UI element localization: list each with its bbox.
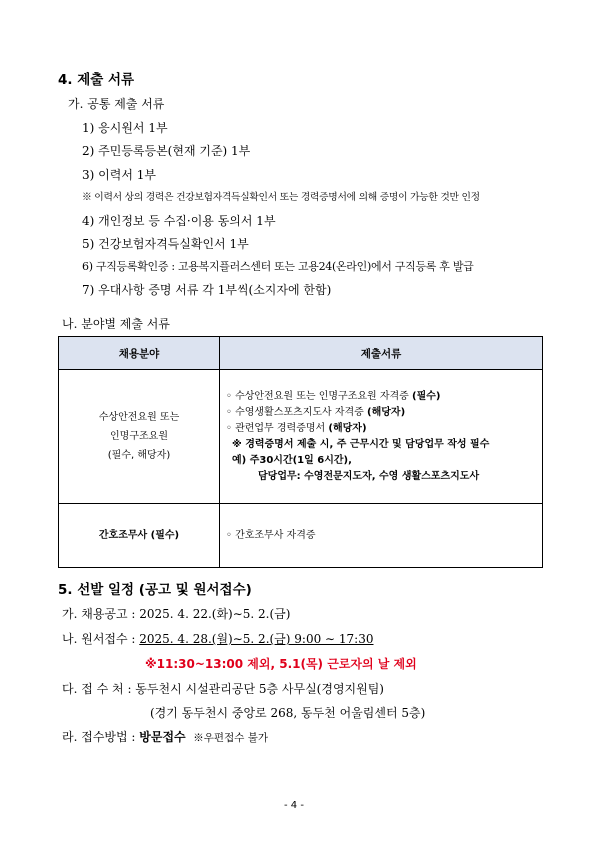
application-method: 라. 접수방법 : 방문접수 ※우편접수 불가	[62, 730, 268, 744]
doc-line-1: ◦ 수상안전요원 또는 인명구조요원 자격증 (필수)	[226, 390, 441, 402]
common-doc-item-2: 2) 주민등록등본(현재 기준) 1부	[82, 144, 251, 158]
common-doc-item-5: 5) 건강보험자격득실확인서 1부	[82, 237, 249, 251]
field-nurse-aide: 간호조무사 (필수)	[59, 504, 220, 568]
section5-title: 5. 선발 일정 (공고 및 원서접수)	[58, 582, 252, 598]
doc-line-3: ◦ 관련업무 경력증명서 (해당자)	[226, 422, 367, 434]
exclusion-notice: ※11:30~13:00 제외, 5.1(목) 근로자의 날 제외	[145, 657, 417, 671]
application-period: 2025. 4. 28.(월)∼5. 2.(금) 9:00 ∼ 17:30	[139, 632, 374, 646]
career-note: ※ 이력서 상의 경력은 건강보험자격득실확인서 또는 경력증명서에 의해 증명이 가능한 것만 인정	[82, 192, 480, 203]
career-cert-example: 예) 주30시간(1일 6시간),	[232, 454, 352, 466]
docs-lifeguard	[220, 370, 543, 504]
common-doc-item-6: 6) 구직등록확인증 : 고용복지플러스센터 또는 고용24(온라인)에서 구직등록 후 발급	[82, 260, 474, 273]
table-row	[59, 370, 543, 504]
common-doc-item-7: 7) 우대사항 증명 서류 각 1부씩(소지자에 한함)	[82, 283, 332, 297]
application-place: 다. 접 수 처 : 동두천시 시설관리공단 5층 사무실(경영지원팀)	[62, 682, 384, 696]
field-docs-title: 나. 분야별 제출 서류	[62, 317, 170, 331]
docs-nurse-aide: ◦ 간호조무사 자격증	[220, 504, 543, 568]
table-header-docs: 제출서류	[220, 337, 543, 370]
career-cert-duty: 담당업무: 수영전문지도자, 수영 생활스포츠지도사	[258, 470, 480, 482]
career-cert-note: ※ 경력증명서 제출 시, 주 근무시간 및 담당업무 작성 필수	[232, 438, 490, 450]
table-header-field: 채용분야	[59, 337, 220, 370]
table-row	[59, 504, 543, 568]
schedule-announcement: 가. 채용공고 : 2025. 4. 22.(화)∼5. 2.(금)	[62, 607, 291, 621]
application-address: (경기 동두천시 중앙로 268, 동두천 어울림센터 5층)	[150, 706, 426, 720]
field-lifeguard: 수상안전요원 또는 인명구조요원 (필수, 해당자)	[59, 370, 220, 504]
section4-title: 4. 제출 서류	[58, 72, 135, 88]
field-docs-table	[58, 336, 543, 568]
common-doc-item-3: 3) 이력서 1부	[82, 168, 156, 182]
common-docs-title: 가. 공통 제출 서류	[68, 97, 165, 111]
schedule-application: 나. 원서접수 : 2025. 4. 28.(월)∼5. 2.(금) 9:00 ∼ 17:30	[62, 632, 374, 646]
common-doc-item-4: 4) 개인정보 등 수집·이용 동의서 1부	[82, 214, 276, 228]
page-number: - 4 -	[284, 800, 304, 811]
doc-line-2: ◦ 수영생활스포츠지도사 자격증 (해당자)	[226, 406, 406, 418]
common-doc-item-1: 1) 응시원서 1부	[82, 121, 168, 135]
